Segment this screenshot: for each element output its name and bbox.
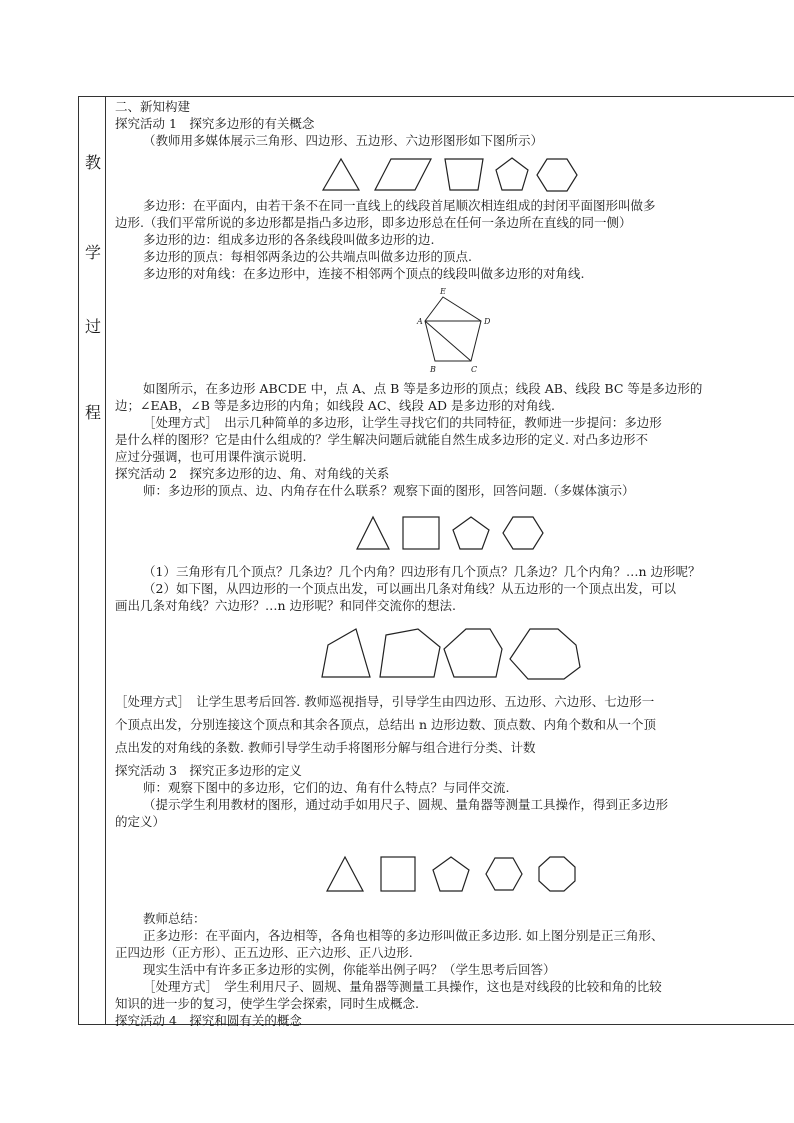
activity3-intro: 师：观察下图中的多边形，它们的边、角有什么特点？与同伴交流.: [143, 780, 510, 795]
irregular-quadrilateral: [322, 629, 370, 677]
method-2-line-1: ［处理方式］ 让学生思考后回答. 教师巡视指导，引导学生由四边形、五边形、六边形、七边形一: [115, 694, 655, 709]
hexagon-shape: [503, 517, 543, 549]
regular-square: [381, 857, 415, 891]
summary-title: 教师总结：: [143, 911, 206, 926]
activity4-title: 探究活动 4 探究和圆有关的概念: [115, 1013, 302, 1028]
side-label-char: 程: [84, 403, 101, 422]
hexagon-shape: [537, 159, 577, 191]
method-3-line-2: 知识的进一步的复习，使学生学会探索，同时生成概念.: [115, 996, 419, 1011]
activity3-hint-2: 的定义）: [115, 814, 166, 829]
question-2-line-1: （2）如下图，从四边形的一个顶点出发，可以画出几条对角线？从五边形的一个顶点出发，可以: [143, 581, 676, 596]
method-1-line-2: 是什么样的图形？它是由什么组成的？学生解决问题后就能自然生成多边形的定义. 对凸多边形不: [115, 432, 648, 447]
method-2-line-3: 点出发的对角线的条数. 教师引导学生动手将图形分解与组合进行分类、计数: [115, 740, 536, 755]
basic-polygons-figure: [313, 155, 593, 195]
triangle-shape: [323, 159, 359, 190]
def-vertex: 多边形的顶点：每相邻两条边的公共端点叫做多边形的顶点.: [143, 249, 472, 264]
parallelogram-shape: [375, 159, 431, 190]
regular-hexagon: [486, 858, 522, 890]
regular-def-line-2: 正四边形（正方形）、正五边形、正六边形、正八边形.: [115, 945, 413, 960]
vertex-label-a: A: [417, 317, 423, 326]
labeled-pentagon-figure: [393, 287, 513, 379]
def-diagonal: 多边形的对角线：在多边形中，连接不相邻两个顶点的线段叫做多边形的对角线.: [143, 266, 585, 281]
side-label-char: 学: [84, 243, 101, 262]
def-side: 多边形的边：组成多边形的各条线段叫做多边形的边.: [143, 232, 435, 247]
activity3-hint-1: （提示学生利用教材的图形，通过动手如用尺子、圆规、量角器等测量工具操作，得到正多边形: [143, 797, 669, 812]
example-line-1: 如图所示，在多边形 ABCDE 中，点 A、点 B 等是多边形的顶点；线段 AB、线段 BC 等是多边形的: [143, 381, 703, 396]
quadrilateral-shape: [445, 159, 483, 190]
real-life-question: 现实生活中有许多正多边形的实例，你能举出例子吗？（学生思考后回答）: [143, 962, 556, 977]
vertex-label-e: E: [440, 287, 446, 296]
activity1-title: 探究活动 1 探究多边形的有关概念: [115, 116, 315, 131]
vertex-label-d: D: [484, 317, 491, 326]
activity3-title: 探究活动 3 探究正多边形的定义: [115, 763, 302, 778]
side-label-char: 教: [84, 153, 101, 172]
polygons-figure-2: [353, 513, 553, 553]
section-title: 二、新知构建: [115, 99, 191, 114]
pentagon-shape: [496, 158, 528, 190]
triangle-shape: [357, 517, 389, 549]
method-1-line-3: 应过分强调，也可用课件演示说明.: [115, 449, 307, 464]
pentagon-shape: [453, 517, 489, 549]
lesson-content: [115, 98, 791, 1029]
diagonal-ac: [425, 321, 471, 361]
irregular-hexagon: [444, 629, 502, 677]
question-2-line-2: 画出几条对角线？六边形？…n 边形呢？和同伴交流你的想法.: [115, 598, 456, 613]
vertex-label-c: C: [471, 365, 478, 374]
irregular-polygons-figure: [318, 625, 588, 681]
def-polygon-1: 多边形：在平面内，由若干条不在同一直线上的线段首尾顺次相连组成的封闭平面图形叫做多: [143, 198, 656, 213]
shapes-row-4: [115, 838, 791, 910]
regular-pentagon: [433, 857, 469, 891]
vertex-label-b: B: [430, 365, 436, 374]
method-1-line-1: ［处理方式］ 出示几种简单的多边形，让学生寻找它们的共同特征，教师进一步提问：多边形: [143, 415, 662, 430]
activity2-intro: 师：多边形的顶点、边、内角存在什么联系？观察下面的图形，回答问题.（多媒体演示）: [143, 483, 635, 498]
question-1: （1）三角形有几个顶点？几条边？几个内角？四边形有几个顶点？几条边？几个内角？…n 边形呢？: [143, 564, 701, 579]
example-line-2: 边；∠EAB，∠B 等是多边形的内角；如线段 AC、线段 AD 是多边形的对角线.: [115, 398, 555, 413]
activity1-intro: （教师用多媒体展示三角形、四边形、五边形、六边形图形如下图所示）: [143, 133, 544, 148]
pentagon-diagram: [115, 286, 791, 380]
irregular-heptagon: [510, 629, 580, 679]
table-divider: [105, 96, 106, 1025]
regular-triangle: [327, 857, 363, 891]
square-shape: [403, 517, 439, 549]
activity2-title: 探究活动 2 探究多边形的边、角、对角线的关系: [115, 466, 390, 481]
method-2-line-2: 个顶点出发，分别连接这个顶点和其余各顶点，总结出 n 边形边数、顶点数、内角个数和从一个顶: [115, 717, 656, 732]
def-polygon-2: 边形.（我们平常所说的多边形都是指凸多边形，即多边形总在任何一条边所在直线的同一侧）: [115, 215, 632, 230]
pentagon-abcde: [425, 297, 481, 361]
shapes-row-1: [115, 153, 791, 197]
shapes-row-2: [115, 503, 791, 563]
regular-polygons-figure: [323, 853, 583, 895]
regular-def-line-1: 正多边形：在平面内，各边相等，各角也相等的多边形叫做正多边形. 如上图分别是正三角形、: [143, 928, 664, 943]
method-3-line-1: ［处理方式］ 学生利用尺子、圆规、量角器等测量工具操作，这也是对线段的比较和角的比较: [143, 979, 662, 994]
side-label-char: 过: [84, 317, 101, 336]
regular-octagon: [539, 857, 575, 891]
irregular-pentagon: [380, 629, 440, 677]
shapes-row-3: [115, 618, 791, 688]
